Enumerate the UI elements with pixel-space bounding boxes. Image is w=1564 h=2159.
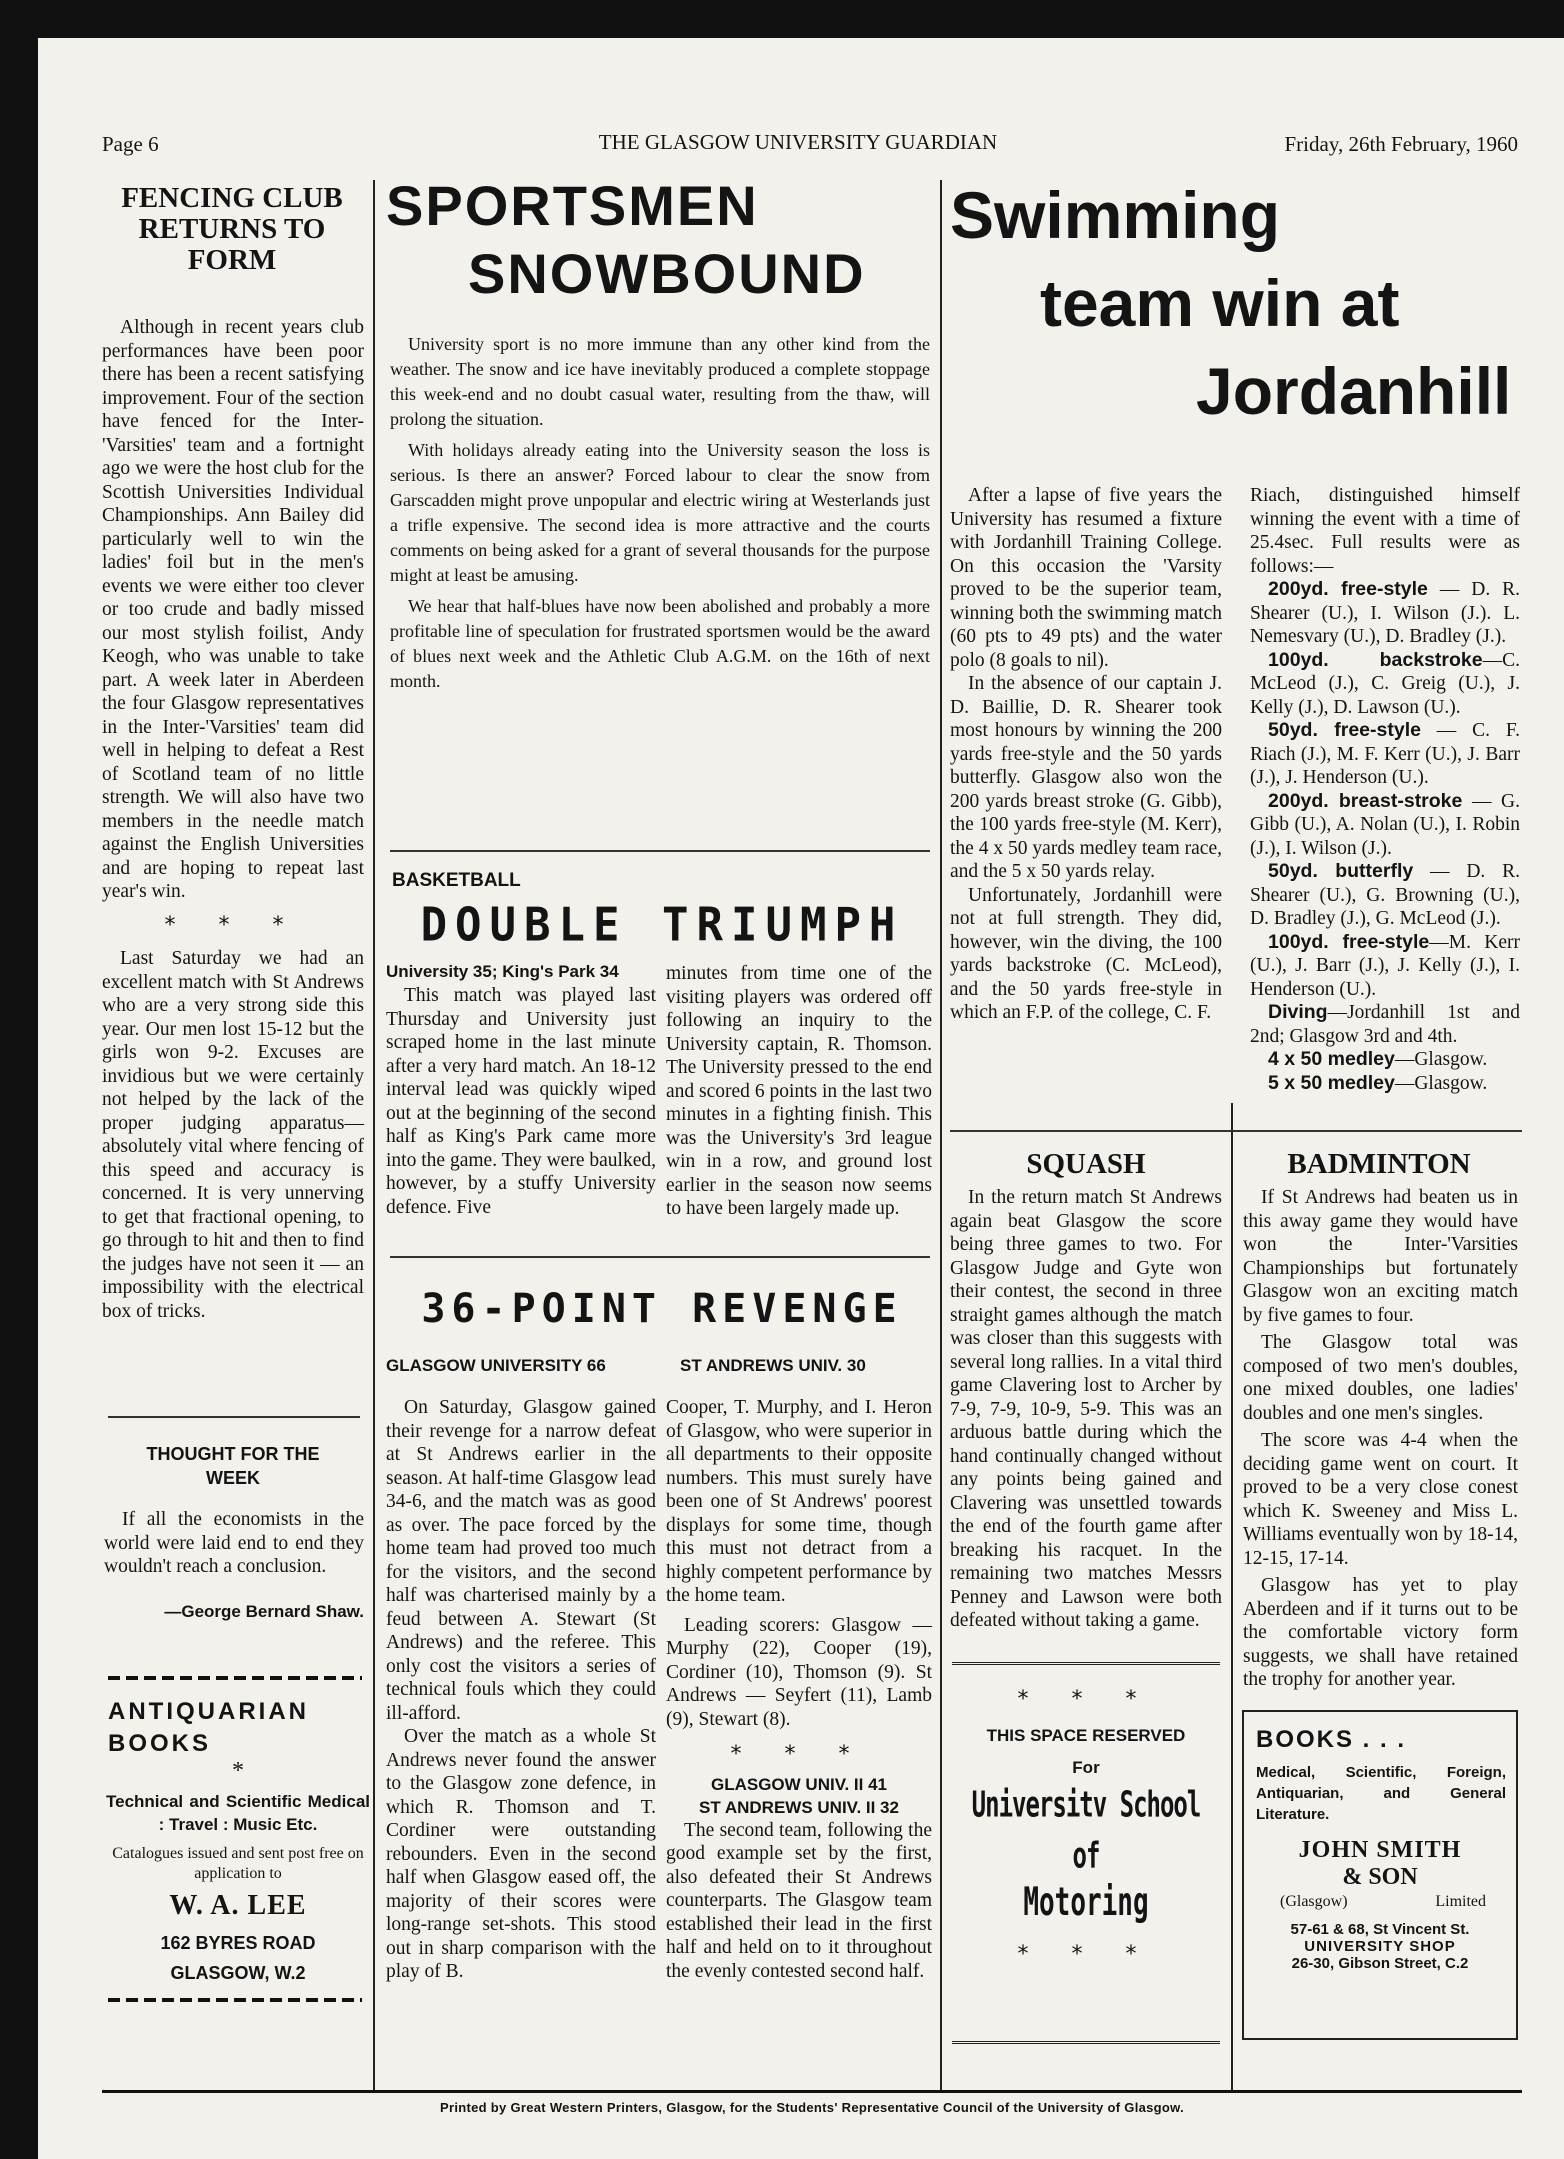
result-line bbox=[1250, 1048, 1520, 1072]
event-result: — D. R. Shearer (U.), I. Wilson (J.). L. Nemesvary (U.), D. Bradley (J.). bbox=[1250, 579, 1520, 647]
books-ad-address-2: UNIVERSITY SHOP bbox=[1304, 1938, 1456, 1955]
result-line bbox=[1250, 649, 1520, 720]
snowbound-paragraph: University sport is no more immune than any other kind from the weather. The snow and ice have inevitably produced a complete stoppage this week-end and no doubt casual water, resulting from the thaw, will prolong the situation. bbox=[390, 334, 930, 429]
books-ad-company bbox=[1244, 1891, 1516, 1915]
issue-date: Friday, 26th February, 1960 bbox=[1284, 132, 1518, 156]
squash-paragraph: In the return match St Andrews again beat Glasgow the score being three games to two. For Glasgow Judge and Gyte won their contest, the second in three straight games although the match was closer than this suggests with several long rallies. In a vital third game Clavering lost to Archer by 7-9, 7-9, 10-9, 5-9. This was an arduous battle during which the hand continually changed without any points being gained and Clavering was unsettled towards the end of the fourth game after breaking his racquet. In the remaining two matches Messrs Penney and Lawson were both defeated without taking a game. bbox=[950, 1187, 1222, 1631]
result-line bbox=[1250, 931, 1520, 1002]
badminton-paragraph: Glasgow has yet to play Aberdeen and if it turns out to be the comfortable victory form suggests, we shall have retained the trophy for another year. bbox=[1243, 1575, 1518, 1690]
result-line bbox=[1250, 860, 1520, 931]
fencing-article bbox=[102, 316, 364, 1323]
event-name: 5 x 50 medley bbox=[1268, 1071, 1395, 1094]
result-line bbox=[1250, 719, 1520, 790]
swimming-column-2 bbox=[1250, 484, 1520, 1095]
star-ornament: * bbox=[232, 1758, 244, 1784]
books-ad-address-3: 26-30, Gibson Street, C.2 bbox=[1291, 1955, 1469, 1972]
antiquarian-catalogue: Catalogues issued and sent post free on application to bbox=[112, 1845, 364, 1882]
event-name: 50yd. butterfly bbox=[1268, 860, 1414, 882]
basketball-paragraph: This match was played last Thursday and University just scraped home in the last minute after a very hard match. An 18-12 interval lead was quickly wiped out at the beginning of the second half as King's Park came more into the game. They were baulked, however, by a stuffy University defence. Five bbox=[386, 985, 656, 1218]
printer-imprint: Printed by Great Western Printers, Glasgow, for the Students' Representative Council of the University of Glasgow. bbox=[439, 2100, 1184, 2115]
leading-scorers: Leading scorers: Glasgow —Murphy (22), Cooper (19), Cordiner (10), Thomson (9). St Andrews — Seyfert (11), Lamb (9), Stewart (8). bbox=[666, 1614, 932, 1730]
thought-quote bbox=[104, 1508, 364, 1579]
event-name: 200yd. breast-stroke bbox=[1268, 789, 1463, 812]
snowbound-headline-2: SNOWBOUND bbox=[468, 242, 866, 305]
event-name: Diving bbox=[1268, 1001, 1328, 1023]
books-ad-address-1: 57-61 & 68, St Vincent St. bbox=[1290, 1921, 1470, 1938]
divider bbox=[390, 850, 930, 852]
page-number: Page 6 bbox=[102, 132, 159, 156]
event-result: — C. F. Riach (J.), M. F. Kerr (U.), J. Barr (J.), J. Henderson (U.). bbox=[1250, 720, 1520, 788]
event-result: —M. Kerr (U.), J. Barr (J.), J. Kelly (J.), I. Henderson (U.). bbox=[1250, 931, 1520, 1000]
snowbound-paragraph: We hear that half-blues have now been abolished and probably a more profitable line of speculation for frustrated sportsmen would be the award of blues next week and the Athletic Club A.G.M. on the 16th of next month. bbox=[390, 596, 930, 691]
basketball-column-2 bbox=[666, 962, 932, 1221]
books-ad bbox=[1242, 1710, 1518, 2040]
antiquarian-title: ANTIQUARIAN BOOKS bbox=[108, 1698, 309, 1757]
books-ad-glasgow: (Glasgow) bbox=[1280, 1893, 1348, 1910]
event-result: —Glasgow. bbox=[1394, 1072, 1488, 1094]
swimming-paragraph: Unfortunately, Jordanhill were not at full strength. They did, however, win the diving, the 100 yards backstroke (C. McLeod), and the 50 yards free-style in which an F.P. of the college, C. F. bbox=[950, 884, 1222, 1023]
column-rule bbox=[1231, 1103, 1233, 2090]
event-result: —Glasgow. bbox=[1394, 1049, 1488, 1070]
revenge-away-score: ST ANDREWS UNIV. 30 bbox=[680, 1356, 866, 1375]
antiquarian-name: W. A. LEE bbox=[169, 1890, 307, 1921]
swimming-paragraph: Riach, distinguished himself winning the event with a time of 25.4sec. Full results were as follows:— bbox=[1250, 485, 1520, 577]
event-name: 50yd. free-style bbox=[1268, 719, 1421, 741]
ad-stars: * * * bbox=[1017, 1687, 1155, 1712]
basketball-score: University 35; King's Park 34 bbox=[386, 962, 619, 981]
books-ad-limited: Limited bbox=[1435, 1893, 1486, 1910]
fencing-headline: FENCING CLUB RETURNS TO FORM bbox=[121, 182, 343, 276]
result-line bbox=[1250, 790, 1520, 861]
snowbound-article bbox=[390, 332, 930, 694]
swimming-paragraph: In the absence of our captain J. D. Baillie, D. R. Shearer took most honours by winning the 200 yards free-style and the 50 yards butterfly. Glasgow also won the 200 yards breast stroke (G. Gibb), the 100 yards free-style (M. Kerr), the 4 x 50 yards medley team race, and the 5 x 50 yards relay. bbox=[950, 673, 1222, 882]
squash-headline: SQUASH bbox=[1026, 1148, 1146, 1180]
ad-school-name: Universitv School of bbox=[971, 1783, 1201, 1877]
snowbound-paragraph: With holidays already eating into the University season the loss is serious. Is there an answer? Forced labour to clear the snow from Garscadden might prove unpopular and electric wiring at Westerlands just a trifle expensive. The second idea is more attractive and the courts comments on being asked for a grant of several thousands for the purpose might at least be amusing. bbox=[390, 440, 930, 585]
squash-article bbox=[950, 1186, 1222, 1633]
antiquarian-subjects: Technical and Scientific Medical : Travel : Music Etc. bbox=[106, 1792, 370, 1834]
event-result: — D. R. Shearer (U.), G. Browning (U.), D. Bradley (J.), G. McLeod (J.). bbox=[1250, 861, 1520, 929]
basketball-kicker: BASKETBALL bbox=[392, 870, 521, 891]
antiquarian-city: GLASGOW, W.2 bbox=[170, 1963, 306, 1983]
ad-motoring: Motoring bbox=[1023, 1880, 1149, 1926]
event-result: — G. Gibb (U.), A. Nolan (U.), I. Robin (J.), I. Wilson (J.). bbox=[1250, 790, 1520, 859]
quote-author: —George Bernard Shaw. bbox=[164, 1602, 364, 1621]
books-ad-title: BOOKS . . . bbox=[1256, 1726, 1407, 1753]
books-ad-name-2: & SON bbox=[1342, 1864, 1418, 1890]
second-team-result-1: GLASGOW UNIV. II 41 bbox=[710, 1774, 888, 1794]
quote-text: If all the economists in the world were laid end to end they wouldn't reach a conclusion. bbox=[104, 1509, 364, 1577]
ad-for: For bbox=[1072, 1758, 1100, 1777]
badminton-headline: BADMINTON bbox=[1287, 1148, 1471, 1180]
revenge-column-2 bbox=[666, 1396, 932, 1983]
fencing-paragraph: Although in recent years club performances have been poor there has been a recent satisfying improvement. Four of the section have fenced for the Inter-'Varsities' team and a fortnight ago we were the host club for the Scottish Universities Individual Championships. Ann Bailey did particularly well to win the ladies' foil but in the men's events we were either too clever or too crude and badly missed our most stylish foilist, Andy Keogh, who was unable to take part. A week later in Aberdeen the four Glasgow representatives in the Inter-'Varsities' team did well in helping to defeat a Rest of Scotland team of no little strength. We will also have two members in the needle match against the English Universities and are hoping to repeat last year's win. bbox=[102, 317, 364, 902]
newspaper-page bbox=[38, 38, 1564, 2159]
swimming-paragraph: After a lapse of five years the University has resumed a fixture with Jordanhill Training College. On this occasion the 'Varsity proved to be the superior team, winning both the swimming match (60 pts to 49 pts) and the water polo (8 goals to nil). bbox=[950, 485, 1222, 671]
result-line bbox=[1250, 578, 1520, 649]
revenge-paragraph: Cooper, T. Murphy, and I. Heron of Glasgow, who were superior in all departments to their opposite numbers. This must surely have been one of St Andrews' poorest displays for some time, though this must not detract from a highly competent performance by the home team. bbox=[666, 1397, 932, 1606]
column-rule bbox=[940, 180, 942, 2090]
badminton-paragraph: If St Andrews had beaten us in this away game they would have won the Inter-'Varsities Championships but fortunately Glasgow won an exciting match by five games to four. bbox=[1243, 1187, 1518, 1326]
event-result: —Jordanhill 1st and 2nd; Glasgow 3rd and 4th. bbox=[1250, 1002, 1520, 1047]
separator-stars: * * * bbox=[730, 1742, 868, 1767]
swimming-column-1 bbox=[950, 484, 1222, 1025]
books-ad-name: JOHN SMITH bbox=[1298, 1837, 1462, 1863]
event-name: 4 x 50 medley bbox=[1268, 1048, 1395, 1070]
revenge-paragraph: On Saturday, Glasgow gained their revenge for a narrow defeat at St Andrews earlier in the season. At half-time Glasgow lead 34-6, and the match was as good as over. The pace forced by the home team had proved too much for the visitors, and the second half was charterised mainly by a feud between A. Stewart (St Andrews) and the referee. This only cost the visitors a series of technical fouls which they could ill-afford. bbox=[386, 1397, 656, 1724]
masthead-title: THE GLASGOW UNIVERSITY GUARDIAN bbox=[598, 130, 998, 154]
basketball-paragraph: minutes from time one of the visiting players was ordered off following an inquiry to the University captain, R. Thomson. The University pressed to the end and scored 6 points in the last two minutes in a fighting finish. This was the University's 3rd league win in a row, and ground lost earlier in the season now seems to have been largely made up. bbox=[666, 963, 932, 1219]
dashed-border bbox=[108, 1676, 362, 1680]
column-rule bbox=[373, 180, 375, 2090]
revenge-paragraph: Over the match as a whole St Andrews never found the answer to the Glasgow zone defence, in which R. Thomson and T. Cordiner were outstanding rebounders. Even in the second half when Glasgow eased off, the majority of their scores were long-range set-shots. This stood out in sharp comparison with the play of B. bbox=[386, 1726, 656, 1982]
swimming-headline-3: Jordanhill bbox=[1196, 354, 1512, 428]
event-name: 100yd. backstroke bbox=[1268, 648, 1483, 671]
basketball-headline: DOUBLE TRIUMPH bbox=[420, 898, 904, 953]
divider bbox=[108, 1416, 360, 1418]
separator-stars: * * * bbox=[164, 912, 302, 938]
result-line bbox=[1250, 1001, 1520, 1048]
divider bbox=[390, 1256, 930, 1258]
thought-title: THOUGHT FOR THE WEEK bbox=[146, 1444, 320, 1488]
event-name: 100yd. free-style bbox=[1268, 930, 1430, 953]
event-name: 200yd. free-style bbox=[1268, 578, 1428, 600]
event-result: —C. McLeod (J.), C. Greig (U.), J. Kelly (J.), D. Lawson (U.). bbox=[1250, 649, 1520, 718]
second-team-result-2: ST ANDREWS UNIV. II 32 bbox=[699, 1797, 899, 1817]
divider bbox=[950, 1130, 1522, 1132]
swimming-headline-1: Swimming bbox=[950, 178, 1281, 252]
fencing-paragraph: Last Saturday we had an excellent match with St Andrews who are a very strong side this year. Our men lost 15-12 but the girls won 9-2. Excuses are invidious but we were certainly not helped by the lack of the proper judging apparatus—absolutely vital where fencing of this speed and accuracy is concerned. It is very unnerving to get that fractional opening, to go through to hit and then to find the judges have not seen it — an impossibility with the electrical box of tricks. bbox=[102, 948, 364, 1322]
books-ad-subjects: Medical, Scientific, Foreign, Antiquarian, and General Literature. bbox=[1256, 1764, 1506, 1823]
dashed-border bbox=[108, 1998, 362, 2002]
badminton-article bbox=[1243, 1186, 1518, 1692]
revenge-headline: 36-POINT REVENGE bbox=[421, 1286, 903, 1332]
motoring-ad bbox=[952, 1662, 1220, 2044]
badminton-paragraph: The Glasgow total was composed of two men's doubles, one mixed doubles, one ladies' doubles and one men's singles. bbox=[1243, 1332, 1518, 1424]
ad-reserved: THIS SPACE RESERVED bbox=[986, 1726, 1186, 1745]
snowbound-headline-1: SPORTSMEN bbox=[386, 174, 759, 237]
badminton-paragraph: The score was 4-4 when the deciding game went on court. It proved to be a very close conest which K. Sweeney and Miss L. Williams eventually won by 18-14, 12-15, 17-14. bbox=[1243, 1430, 1518, 1569]
basketball-column-1 bbox=[386, 984, 656, 1219]
revenge-home-score: GLASGOW UNIVERSITY 66 bbox=[386, 1356, 606, 1375]
bottom-rule bbox=[102, 2090, 1522, 2093]
swimming-headline-2: team win at bbox=[1040, 266, 1400, 340]
result-line bbox=[1250, 1072, 1520, 1096]
revenge-column-1 bbox=[386, 1396, 656, 1984]
ad-stars: * * * bbox=[1017, 1942, 1155, 1967]
revenge-paragraph: The second team, following the good example set by the first, also defeated their St Andrews counterparts. The Glasgow team established their lead in the first half and held on to it throughout the evenly contested second half. bbox=[666, 1819, 932, 1982]
antiquarian-street: 162 BYRES ROAD bbox=[160, 1933, 316, 1953]
